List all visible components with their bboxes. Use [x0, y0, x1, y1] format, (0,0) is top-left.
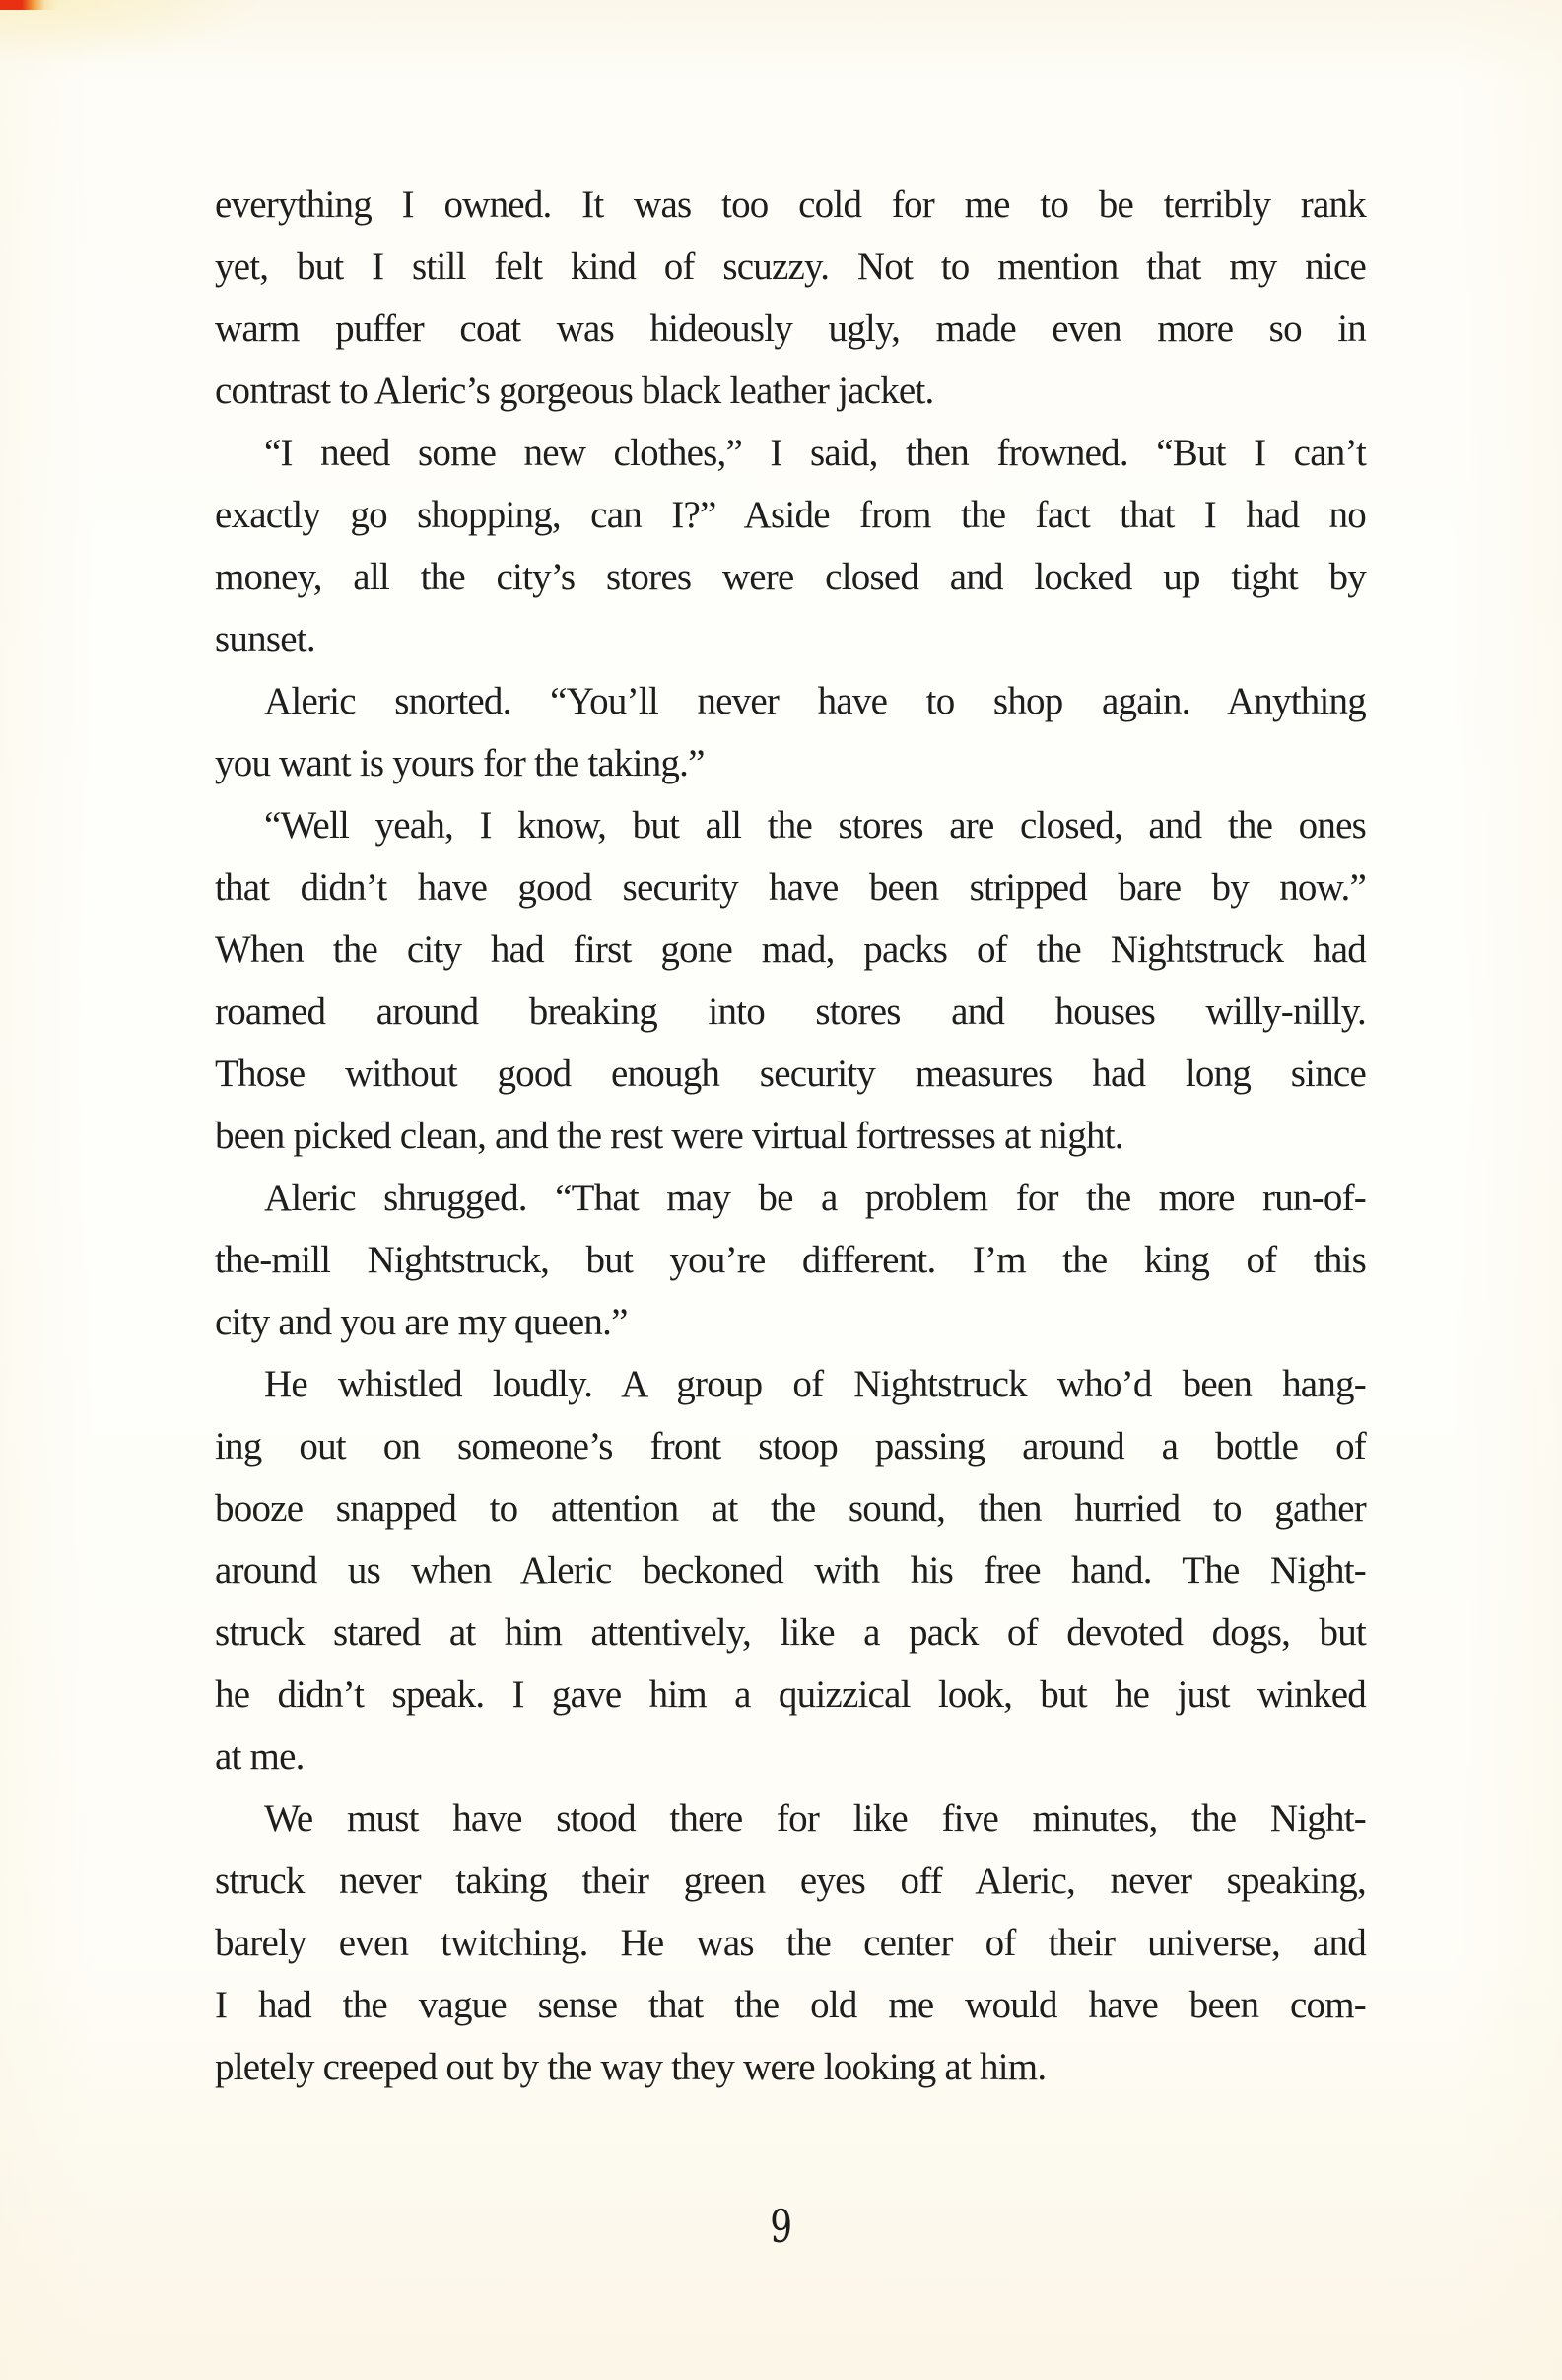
text-line: I had the vague sense that the old me would have been com- [215, 1984, 1366, 2026]
text-line: contrast to Aleric’s gorgeous black leather jacket. [215, 370, 934, 412]
text-line: money, all the city’s stores were closed and locked up tight by [215, 556, 1366, 598]
text-line: pletely creeped out by the way they were looking at him. [215, 2046, 1047, 2088]
text-line: roamed around breaking into stores and houses willy-nilly. [215, 990, 1366, 1033]
text-line: “Well yeah, I know, but all the stores are closed, and the ones [264, 804, 1366, 847]
text-line: Aleric snorted. “You’ll never have to shop again. Anything [264, 680, 1366, 722]
text-line: struck never taking their green eyes off Aleric, never speaking, [215, 1860, 1366, 1902]
text-line: We must have stood there for like five minutes, the Night- [264, 1798, 1366, 1840]
text-line: When the city had first gone mad, packs of the Nightstruck had [215, 928, 1366, 971]
text-line: exactly go shopping, can I?” Aside from the fact that I had no [215, 494, 1366, 536]
text-line: city and you are my queen.” [215, 1301, 628, 1343]
text-line: Aleric shrugged. “That may be a problem for the more run-of- [264, 1177, 1366, 1219]
text-line: warm puffer coat was hideously ugly, made even more so in [215, 307, 1366, 350]
text-line: yet, but I still felt kind of scuzzy. Not to mention that my nice [215, 245, 1366, 288]
text-line: Those without good enough security measures had long since [215, 1053, 1366, 1095]
text-line: you want is yours for the taking.” [215, 742, 705, 784]
text-line: around us when Aleric beckoned with his free hand. The Night- [215, 1549, 1366, 1592]
text-line: been picked clean, and the rest were virtual fortresses at night. [215, 1115, 1123, 1157]
text-line: the-mill Nightstruck, but you’re different. I’m the king of this [215, 1239, 1366, 1281]
text-line: everything I owned. It was too cold for me to be terribly rank [215, 183, 1366, 226]
text-line: sunset. [215, 618, 315, 660]
text-line: booze snapped to attention at the sound, then hurried to gather [215, 1487, 1366, 1530]
text-line: ing out on someone’s front stoop passing around a bottle of [215, 1425, 1366, 1467]
text-line: barely even twitching. He was the center of their universe, and [215, 1922, 1366, 1964]
page-number-value: 9 [770, 2200, 792, 2253]
text-line: that didn’t have good security have been stripped bare by now.” [215, 866, 1366, 909]
text-line: “I need some new clothes,” I said, then frowned. “But I can’t [264, 432, 1366, 474]
text-line: he didn’t speak. I gave him a quizzical look, but he just winked [215, 1673, 1366, 1716]
text-block [215, 173, 1366, 2098]
text-line: He whistled loudly. A group of Nightstruck who’d been hang- [264, 1363, 1366, 1405]
page-number [0, 2200, 1562, 2253]
text-line: struck stared at him attentively, like a pack of devoted dogs, but [215, 1611, 1366, 1654]
scan-red-mark-artifact [0, 0, 57, 10]
text-line: at me. [215, 1735, 305, 1778]
